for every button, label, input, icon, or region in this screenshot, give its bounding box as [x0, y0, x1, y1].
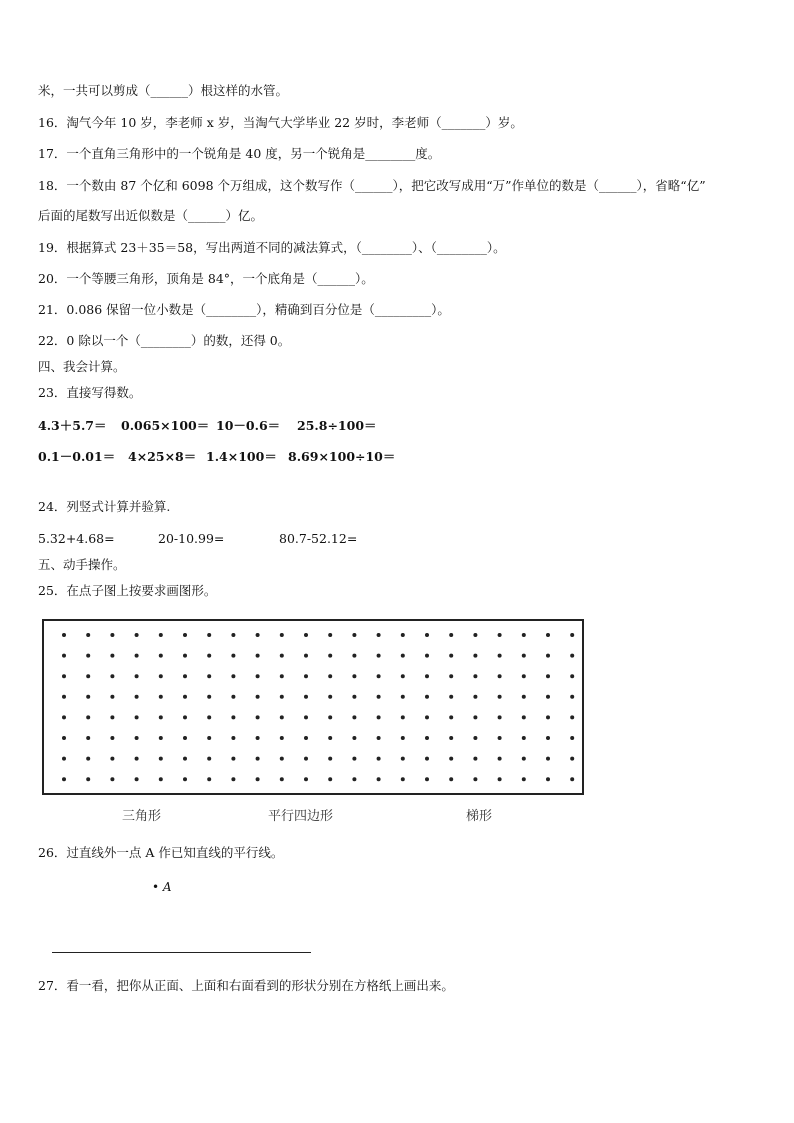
grid-dot: [498, 777, 502, 781]
grid-dot: [183, 654, 187, 658]
grid-dot: [86, 715, 90, 719]
label-trapezoid: 梯形: [466, 809, 493, 824]
grid-dot: [135, 777, 139, 781]
calc-item: 5.32+4.68=: [38, 531, 115, 546]
q15-continuation: 米，一共可以剪成（______）根这样的水管。: [38, 83, 289, 98]
grid-dot: [352, 633, 356, 637]
grid-dot: [86, 654, 90, 658]
grid-dot: [135, 715, 139, 719]
grid-dot: [304, 674, 308, 678]
grid-dot: [401, 777, 405, 781]
grid-dot: [207, 715, 211, 719]
grid-dot: [62, 633, 66, 637]
grid-dot: [280, 633, 284, 637]
grid-dot: [304, 777, 308, 781]
grid-dot: [62, 757, 66, 761]
given-line: [52, 952, 311, 953]
grid-dot: [280, 654, 284, 658]
grid-dot: [522, 715, 526, 719]
grid-dot: [62, 715, 66, 719]
calc-item: 20-10.99=: [158, 531, 225, 546]
grid-dot: [449, 777, 453, 781]
grid-dot: [231, 757, 235, 761]
grid-dot: [352, 715, 356, 719]
grid-dot: [159, 654, 163, 658]
grid-dot: [377, 715, 381, 719]
grid-dot: [522, 654, 526, 658]
grid-dot: [62, 695, 66, 699]
grid-dot: [256, 777, 260, 781]
q20: 20．一个等腰三角形，顶角是 84°，一个底角是（______）。: [38, 271, 374, 286]
grid-dot: [135, 736, 139, 740]
grid-dot: [207, 654, 211, 658]
grid-dot: [546, 633, 550, 637]
grid-dot: [570, 654, 574, 658]
grid-dot: [110, 674, 114, 678]
grid-dot: [546, 757, 550, 761]
calc-item: 0.1－0.01＝: [38, 449, 116, 464]
grid-dot: [304, 736, 308, 740]
q18-line2: 后面的尾数写出近似数是（______）亿。: [38, 208, 264, 223]
grid-dot: [110, 715, 114, 719]
grid-dot: [328, 777, 332, 781]
grid-dot: [570, 736, 574, 740]
grid-dot: [207, 736, 211, 740]
q24: 24．列竖式计算并验算.: [38, 499, 171, 514]
grid-dot: [183, 757, 187, 761]
grid-dot: [62, 674, 66, 678]
grid-dot: [449, 654, 453, 658]
grid-dot: [401, 695, 405, 699]
section-4-heading: 四、我会计算。: [38, 359, 126, 374]
grid-dot: [498, 715, 502, 719]
grid-dot: [256, 695, 260, 699]
grid-dot: [328, 654, 332, 658]
grid-dot: [498, 633, 502, 637]
grid-dot: [304, 654, 308, 658]
grid-dot: [377, 633, 381, 637]
grid-dot: [425, 777, 429, 781]
grid-dot: [280, 715, 284, 719]
q22: 22．0 除以一个（________）的数，还得 0。: [38, 333, 291, 348]
grid-dot: [86, 757, 90, 761]
grid-dot: [304, 633, 308, 637]
grid-dot: [352, 654, 356, 658]
grid-dot: [231, 674, 235, 678]
grid-dot: [546, 654, 550, 658]
calc-item: 4.3＋5.7＝: [38, 418, 107, 433]
grid-dot: [498, 695, 502, 699]
grid-dot: [159, 736, 163, 740]
grid-dot: [473, 695, 477, 699]
grid-dot: [280, 777, 284, 781]
grid-dot: [135, 757, 139, 761]
calc-item: 4×25×8＝: [128, 449, 197, 464]
grid-dot: [546, 715, 550, 719]
q27: 27．看一看，把你从正面、上面和右面看到的形状分别在方格纸上画出来。: [38, 978, 454, 993]
grid-dot: [280, 695, 284, 699]
grid-dot: [328, 757, 332, 761]
grid-dot: [86, 674, 90, 678]
grid-dot: [86, 633, 90, 637]
grid-dot: [473, 777, 477, 781]
calc-item: 1.4×100＝: [206, 449, 277, 464]
grid-dot: [86, 736, 90, 740]
grid-dot: [352, 674, 356, 678]
grid-dot: [231, 695, 235, 699]
grid-dot: [110, 654, 114, 658]
grid-dot: [159, 674, 163, 678]
grid-dot: [352, 757, 356, 761]
grid-dot: [304, 715, 308, 719]
grid-dot: [62, 736, 66, 740]
calc-item: 80.7-52.12=: [279, 531, 358, 546]
grid-dot: [473, 674, 477, 678]
grid-dot: [280, 757, 284, 761]
grid-dot: [401, 654, 405, 658]
grid-dot: [425, 736, 429, 740]
grid-dot: [231, 736, 235, 740]
grid-dot: [401, 715, 405, 719]
grid-dot: [449, 674, 453, 678]
grid-dot: [473, 633, 477, 637]
grid-dot: [256, 736, 260, 740]
grid-dot: [473, 654, 477, 658]
grid-dot: [231, 715, 235, 719]
grid-dot: [159, 695, 163, 699]
grid-dot: [159, 633, 163, 637]
grid-dot: [449, 736, 453, 740]
grid-dot: [207, 633, 211, 637]
grid-dot: [522, 695, 526, 699]
grid-dot: [546, 695, 550, 699]
grid-dot: [473, 715, 477, 719]
grid-dot: [449, 695, 453, 699]
grid-dot: [183, 695, 187, 699]
grid-dot: [449, 633, 453, 637]
grid-dot: [352, 777, 356, 781]
grid-dot: [570, 777, 574, 781]
grid-dot: [546, 736, 550, 740]
grid-dot: [377, 777, 381, 781]
grid-dot: [522, 633, 526, 637]
grid-dot: [377, 695, 381, 699]
grid-dot: [110, 633, 114, 637]
grid-dot: [328, 695, 332, 699]
grid-dot: [425, 633, 429, 637]
grid-dot: [207, 757, 211, 761]
grid-dot: [110, 736, 114, 740]
grid-dot: [135, 674, 139, 678]
grid-dot: [546, 674, 550, 678]
grid-dot: [183, 777, 187, 781]
grid-dot: [159, 757, 163, 761]
calc-item: 25.8÷100＝: [297, 418, 377, 433]
grid-dot: [62, 654, 66, 658]
grid-dot: [231, 654, 235, 658]
grid-dot: [546, 777, 550, 781]
calc-item: 0.065×100＝: [121, 418, 210, 433]
grid-dot: [377, 674, 381, 678]
grid-dot: [231, 777, 235, 781]
grid-dot: [352, 736, 356, 740]
calc-item: 8.69×100÷10＝: [288, 449, 396, 464]
grid-dot: [522, 777, 526, 781]
grid-dot: [135, 654, 139, 658]
grid-dot: [62, 777, 66, 781]
calc-item: 10－0.6＝: [216, 418, 281, 433]
grid-dot: [256, 715, 260, 719]
q26: 26．过直线外一点 A 作已知直线的平行线。: [38, 845, 284, 860]
q16: 16．淘气今年 10 岁，李老师 x 岁，当淘气大学毕业 22 岁时，李老师（_______）岁。: [38, 115, 523, 130]
grid-dot: [328, 674, 332, 678]
grid-dot: [86, 777, 90, 781]
label-triangle: 三角形: [122, 809, 162, 824]
grid-dot: [328, 715, 332, 719]
grid-dot: [256, 757, 260, 761]
grid-dot: [425, 695, 429, 699]
grid-dot: [449, 757, 453, 761]
grid-dot: [401, 674, 405, 678]
grid-dot: [304, 757, 308, 761]
grid-dot: [570, 674, 574, 678]
grid-dot: [183, 674, 187, 678]
grid-dot: [256, 674, 260, 678]
grid-dot: [110, 695, 114, 699]
grid-dot: [304, 695, 308, 699]
grid-dot: [570, 633, 574, 637]
grid-dot: [352, 695, 356, 699]
q25: 25．在点子图上按要求画图形。: [38, 583, 217, 598]
grid-dot: [570, 757, 574, 761]
grid-dot: [159, 715, 163, 719]
grid-dot: [401, 736, 405, 740]
grid-dot: [159, 777, 163, 781]
label-parallelogram: 平行四边形: [268, 809, 334, 824]
grid-dot: [425, 674, 429, 678]
grid-dot: [183, 633, 187, 637]
grid-dot: [328, 633, 332, 637]
grid-dot: [498, 674, 502, 678]
point-a-label: • A: [152, 880, 172, 894]
grid-dot: [207, 777, 211, 781]
grid-dot: [256, 633, 260, 637]
q18-line1: 18．一个数由 87 个亿和 6098 个万组成，这个数写作（______），把它改写成用“万”作单位的数是（______），省略“亿”: [38, 178, 706, 193]
grid-dot: [183, 715, 187, 719]
grid-dot: [135, 695, 139, 699]
grid-dot: [256, 654, 260, 658]
grid-dot: [473, 736, 477, 740]
grid-dot: [401, 633, 405, 637]
q17: 17．一个直角三角形中的一个锐角是 40 度，另一个锐角是________度。: [38, 146, 441, 161]
grid-dot: [135, 633, 139, 637]
grid-dot: [280, 674, 284, 678]
grid-dot: [110, 757, 114, 761]
grid-dot: [280, 736, 284, 740]
grid-dot: [425, 654, 429, 658]
grid-dot: [183, 736, 187, 740]
q23: 23．直接写得数。: [38, 385, 142, 400]
grid-dot: [328, 736, 332, 740]
grid-dot: [425, 715, 429, 719]
section-5-heading: 五、动手操作。: [38, 557, 126, 572]
grid-dot: [570, 715, 574, 719]
grid-dot: [377, 654, 381, 658]
grid-dot: [473, 757, 477, 761]
grid-dot: [449, 715, 453, 719]
grid-dot: [522, 736, 526, 740]
grid-dot: [86, 695, 90, 699]
grid-dot: [570, 695, 574, 699]
grid-dot: [498, 757, 502, 761]
grid-dot: [377, 757, 381, 761]
grid-dot: [377, 736, 381, 740]
grid-dot: [207, 695, 211, 699]
q21: 21．0.086 保留一位小数是（________），精确到百分位是（_________）。: [38, 302, 450, 317]
grid-dot: [498, 654, 502, 658]
grid-dot: [498, 736, 502, 740]
dot-grid: [44, 621, 582, 793]
grid-dot: [522, 674, 526, 678]
grid-dot: [522, 757, 526, 761]
q19: 19．根据算式 23＋35＝58，写出两道不同的减法算式，（________）、（________）。: [38, 240, 506, 255]
grid-dot: [207, 674, 211, 678]
dot-grid-paper[interactable]: [42, 619, 584, 795]
grid-dot: [401, 757, 405, 761]
grid-dot: [110, 777, 114, 781]
grid-dot: [425, 757, 429, 761]
grid-dot: [231, 633, 235, 637]
